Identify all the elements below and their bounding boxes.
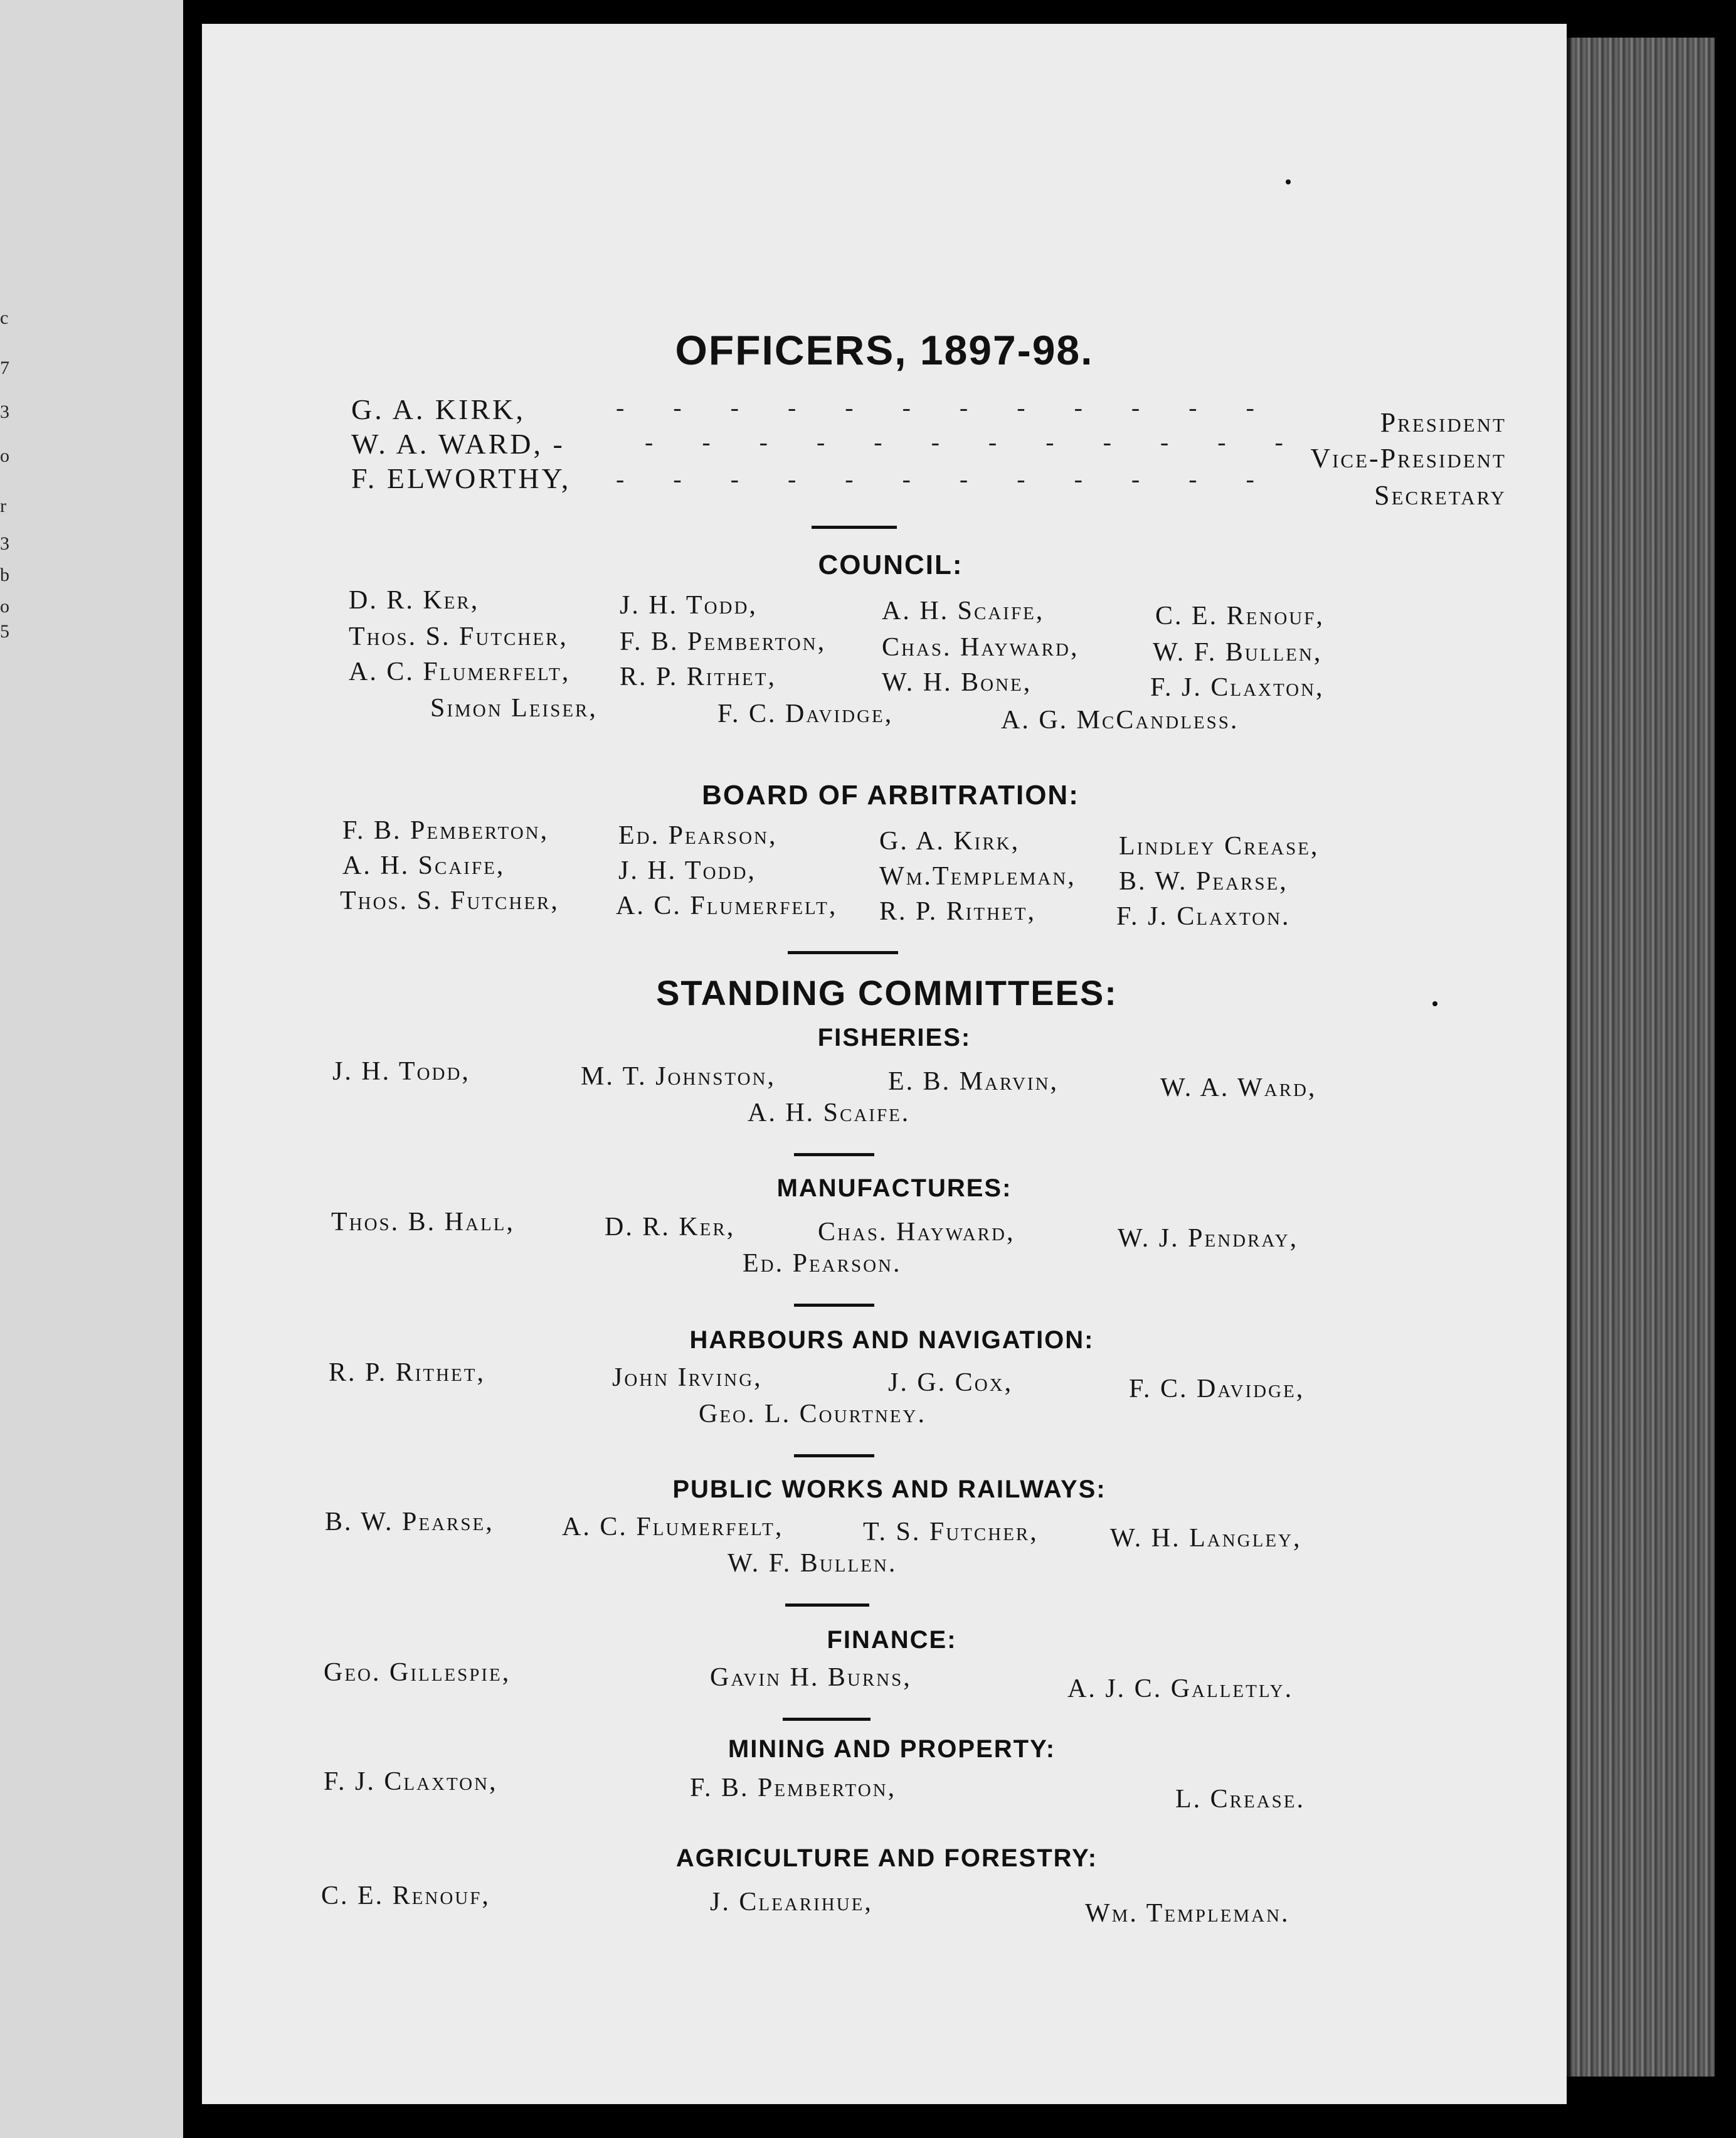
standing-committees-heading: STANDING COMMITTEES:	[656, 973, 1118, 1013]
member-name: Lindley Crease,	[1119, 832, 1320, 861]
member-name: A. C. Flumerfelt,	[616, 891, 838, 920]
member-name: W. H. Langley,	[1110, 1524, 1302, 1553]
document-page	[202, 24, 1567, 2104]
edge-char: 3	[0, 402, 9, 422]
dot-leader: - - - - - - - - - - - -	[616, 465, 1276, 493]
member-name: R. P. Rithet,	[879, 897, 1036, 926]
mining-heading: MINING AND PROPERTY:	[728, 1735, 1056, 1763]
member-name: J. H. Todd,	[332, 1057, 470, 1086]
section-divider	[794, 1454, 874, 1457]
edge-char: 5	[0, 621, 9, 642]
member-name: Wm. Templeman.	[1085, 1899, 1290, 1928]
member-name: B. W. Pearse,	[325, 1508, 494, 1536]
officer-title: Secretary	[1374, 480, 1506, 511]
section-divider	[812, 526, 897, 529]
member-name: J. Clearihue,	[710, 1888, 873, 1917]
member-name: W. F. Bullen,	[1153, 638, 1323, 667]
edge-char: o	[0, 445, 9, 466]
edge-char: c	[0, 307, 9, 328]
member-name: Geo. L. Courtney.	[699, 1400, 926, 1428]
member-name: Chas. Hayward,	[882, 633, 1079, 662]
edge-char: 3	[0, 533, 9, 554]
section-divider	[794, 1153, 874, 1156]
dot-leader: - - - - - - - - - - - -	[616, 393, 1276, 422]
member-name: G. A. Kirk,	[879, 827, 1020, 856]
officer-name: W. A. WARD, -	[351, 428, 565, 460]
member-name: F. J. Claxton,	[324, 1767, 498, 1796]
officer-title: President	[1380, 407, 1506, 438]
book-page-edges	[1567, 38, 1715, 2077]
member-name: D. R. Ker,	[605, 1213, 736, 1242]
member-name: F. C. Davidge,	[717, 699, 894, 728]
member-name: J. H. Todd,	[618, 856, 756, 885]
edge-char: 7	[0, 358, 9, 378]
member-name: F. J. Claxton.	[1116, 902, 1291, 931]
member-name: Geo. Gillespie,	[324, 1658, 511, 1687]
member-name: W. H. Bone,	[882, 668, 1032, 697]
member-name: F. J. Claxton,	[1150, 673, 1325, 702]
member-name: F. B. Pemberton,	[620, 627, 827, 656]
page-title: OFFICERS, 1897-98.	[675, 327, 1094, 373]
manufactures-heading: MANUFACTURES:	[776, 1174, 1012, 1202]
member-name: A. G. McCandless.	[1001, 706, 1239, 735]
member-name: W. A. Ward,	[1160, 1073, 1317, 1102]
member-name: A. C. Flumerfelt,	[562, 1513, 784, 1541]
section-divider	[785, 1604, 869, 1607]
print-speck	[1286, 179, 1291, 184]
harbours-heading: HARBOURS AND NAVIGATION:	[689, 1326, 1094, 1354]
member-name: A. H. Scaife,	[882, 597, 1045, 625]
member-name: B. W. Pearse,	[1119, 867, 1288, 896]
member-name: F. B. Pemberton,	[342, 816, 549, 845]
agriculture-heading: AGRICULTURE AND FORESTRY:	[675, 1844, 1098, 1872]
member-name: Thos. B. Hall,	[331, 1208, 515, 1237]
member-name: W. J. Pendray,	[1118, 1224, 1299, 1253]
member-name: Thos. S. Futcher,	[340, 886, 559, 915]
officer-name: G. A. KIRK,	[351, 393, 526, 425]
board-heading: BOARD OF ARBITRATION:	[702, 780, 1079, 811]
member-name: T. S. Futcher,	[863, 1518, 1039, 1546]
member-name: Wm.Templeman,	[879, 862, 1076, 891]
edge-char: o	[0, 596, 9, 617]
member-name: J. H. Todd,	[620, 591, 758, 620]
edge-char: r	[0, 496, 6, 516]
member-name: Thos. S. Futcher,	[349, 622, 568, 651]
council-heading: COUNCIL:	[818, 550, 963, 580]
member-name: C. E. Renouf,	[1155, 602, 1325, 630]
member-name: J. G. Cox,	[888, 1368, 1014, 1397]
edge-char: b	[0, 565, 9, 585]
section-divider	[783, 1718, 871, 1721]
member-name: A. H. Scaife,	[342, 851, 505, 880]
previous-page-edge	[0, 0, 189, 2138]
member-name: R. P. Rithet,	[620, 662, 776, 691]
member-name: L. Crease.	[1175, 1785, 1306, 1814]
member-name: R. P. Rithet,	[329, 1358, 485, 1387]
finance-heading: FINANCE:	[827, 1626, 957, 1654]
member-name: A. J. C. Galletly.	[1067, 1674, 1294, 1703]
fisheries-heading: FISHERIES:	[817, 1024, 971, 1051]
member-name: A. C. Flumerfelt,	[349, 657, 571, 686]
member-name: F. C. Davidge,	[1129, 1375, 1305, 1403]
member-name: John Irving,	[612, 1363, 763, 1392]
dot-leader: - - - - - - - - - - - -	[645, 428, 1305, 456]
member-name: C. E. Renouf,	[321, 1881, 490, 1910]
section-divider	[788, 951, 898, 954]
section-divider	[794, 1304, 874, 1307]
member-name: M. T. Johnston,	[581, 1062, 776, 1091]
member-name: Simon Leiser,	[430, 694, 598, 723]
member-name: D. R. Ker,	[349, 586, 480, 615]
officer-title: Vice-President	[1310, 443, 1506, 474]
member-name: Gavin H. Burns,	[710, 1663, 912, 1692]
public-works-heading: PUBLIC WORKS AND RAILWAYS:	[672, 1476, 1106, 1503]
member-name: Ed. Pearson,	[618, 821, 778, 850]
member-name: Chas. Hayward,	[818, 1218, 1015, 1247]
officer-name: F. ELWORTHY,	[351, 462, 571, 494]
member-name: W. F. Bullen.	[728, 1549, 897, 1578]
member-name: E. B. Marvin,	[888, 1067, 1059, 1096]
member-name: A. H. Scaife.	[748, 1098, 911, 1127]
member-name: Ed. Pearson.	[743, 1249, 902, 1278]
member-name: F. B. Pemberton,	[690, 1774, 897, 1802]
